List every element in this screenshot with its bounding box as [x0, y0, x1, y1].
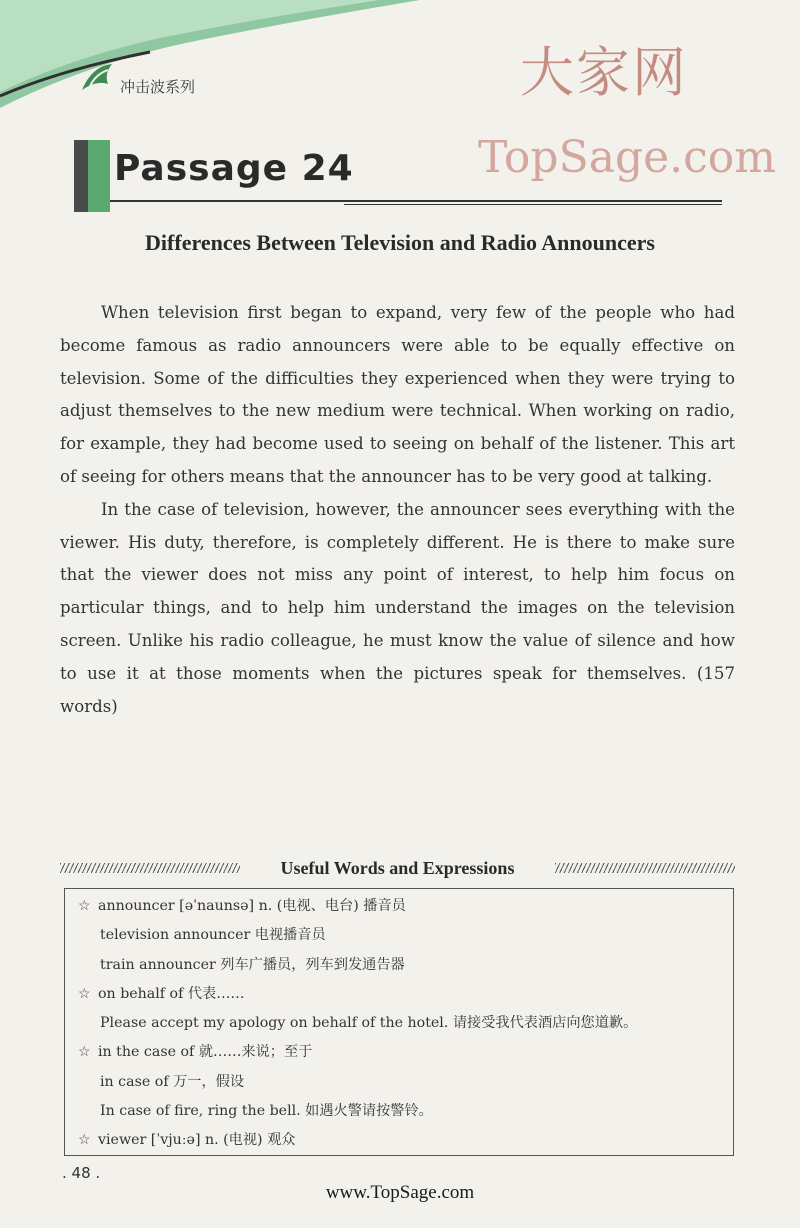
- vocab-item: Please accept my apology on behalf of the hotel. 请接受我代表酒店向您道歉。: [100, 1015, 638, 1032]
- watermark-en: TopSage.com: [478, 132, 777, 183]
- heading-bar-green: [88, 140, 110, 212]
- vocab-list: [78, 892, 728, 1156]
- paragraph-1: When television first began to expand, very few of the people who had become famous as radio announcers were able to be equally effective on television. Some of the difficulties they experienced when they were trying to adjust themselves to the new medium were technical. When working on radio, for example, they had become used to seeing on behalf of the listener. This art of seeing for others means that the announcer has to be very good at talking.: [60, 303, 735, 486]
- heading-rule-thin: [344, 204, 722, 205]
- heading-rule: [110, 200, 722, 202]
- vocab-item: ☆ announcer [əˈnaunsə] n. (电视、电台) 播音员: [78, 892, 728, 921]
- passage-heading: [74, 140, 724, 220]
- article-body: [60, 297, 735, 723]
- page-number: . 48 .: [62, 1164, 101, 1182]
- vocab-item: ☆ viewer [ˈvjuːə] n. (电视) 观众: [78, 1126, 728, 1155]
- header-band: [0, 0, 420, 120]
- footer-url: www.TopSage.com: [325, 1182, 475, 1203]
- useful-words-header: [60, 856, 735, 880]
- vocab-item: in case of 万一，假设: [100, 1073, 245, 1090]
- vocab-item: ☆ on behalf of 代表……: [78, 980, 728, 1009]
- paragraph-2: In the case of television, however, the announcer sees everything with the viewer. His duty, therefore, is completely different. He is there to make sure that the viewer does not miss any point of interest, to help him focus on particular things, and to help him understand the images on the television screen. Unlike his radio colleague, he must know the value of silence and how to use it at those moments when the pictures speak for themselves. (157 words): [60, 499, 735, 716]
- vocab-item: In case of fire, ring the bell. 如遇火警请按警铃。: [100, 1103, 433, 1120]
- series-logo-icon: [78, 60, 118, 100]
- star-icon: ☆: [78, 1044, 91, 1061]
- article-title: Differences Between Television and Radio Announcers: [145, 230, 655, 255]
- vocab-item: train announcer 列车广播员，列车到发通告器: [100, 956, 405, 973]
- star-icon: ☆: [78, 898, 91, 914]
- passage-label: Passage 24: [114, 148, 354, 189]
- useful-words-title: Useful Words and Expressions: [280, 857, 515, 878]
- star-icon: ☆: [78, 1132, 91, 1149]
- hatch-left: [60, 863, 240, 873]
- series-label: 冲击波系列: [120, 78, 196, 96]
- vocab-item: ☆ in the case of 就……来说；至于: [78, 1038, 728, 1067]
- vocab-item: television announcer 电视播音员: [100, 927, 326, 944]
- hatch-right: [555, 863, 735, 873]
- star-icon: ☆: [78, 985, 91, 1002]
- watermark-cn: 大家网: [520, 41, 688, 104]
